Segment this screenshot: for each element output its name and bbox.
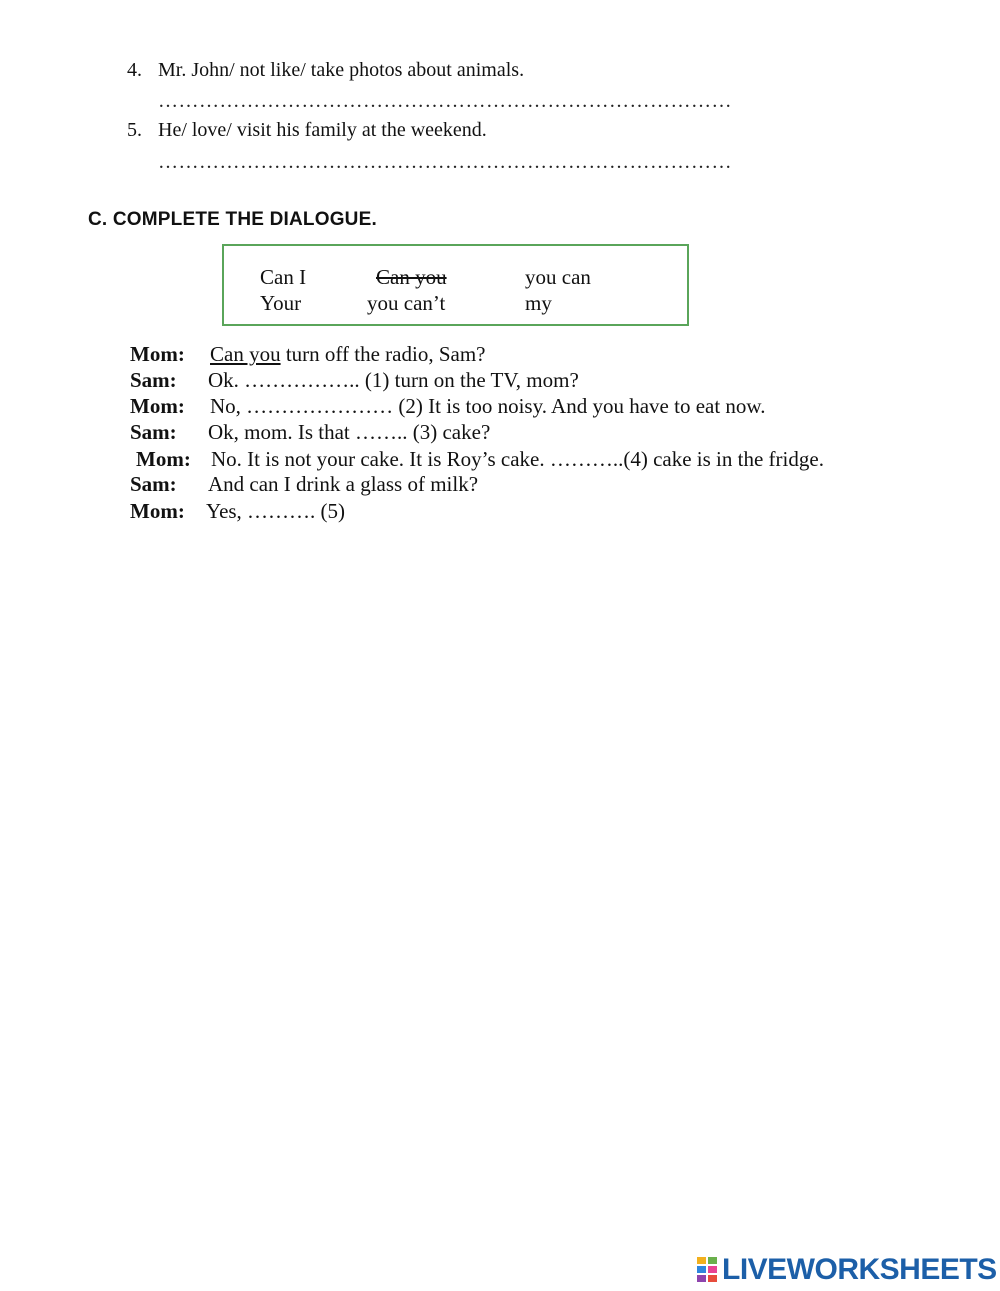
- dialogue-line-5-text[interactable]: No. It is not your cake. It is Roy’s cake. ………..(4) cake is in the fridge.: [211, 447, 824, 471]
- item-5-number: 5.: [127, 119, 142, 141]
- dialogue-line-2-text[interactable]: Ok. …………….. (1) turn on the TV, mom?: [208, 368, 579, 392]
- dialogue-line-3-text[interactable]: No, ………………… (2) It is too noisy. And you have to eat now.: [210, 394, 766, 418]
- section-c-title: C. COMPLETE THE DIALOGUE.: [88, 209, 377, 230]
- logo-text: LIVEWORKSHEETS: [722, 1253, 997, 1286]
- dialogue-line-7-text[interactable]: Yes, ………. (5): [206, 499, 346, 523]
- word-can-you-used: Can you: [376, 265, 447, 289]
- dialogue-line-4-text[interactable]: Ok, mom. Is that …….. (3) cake?: [208, 420, 491, 444]
- dialogue-line-3-speaker: Mom:: [130, 394, 185, 418]
- dialogue-line-6-text: And can I drink a glass of milk?: [208, 472, 479, 496]
- word-your: Your: [260, 291, 302, 315]
- dialogue-line-1: [210, 342, 485, 367]
- word-you-cant: you can’t: [367, 291, 446, 315]
- dialogue-line-2-speaker: Sam:: [130, 368, 177, 392]
- item-4-prompt: Mr. John/ not like/ take photos about animals.: [158, 59, 525, 81]
- item-5-answer-line[interactable]: …………………………………………………………………………: [158, 151, 732, 173]
- word-you-can: you can: [525, 265, 591, 289]
- dialogue-line-6-speaker: Sam:: [130, 472, 177, 496]
- item-5-prompt: He/ love/ visit his family at the weekend.: [158, 119, 487, 141]
- word-can-i: Can I: [260, 265, 307, 289]
- dialogue-line-1-speaker: Mom:: [130, 342, 185, 366]
- liveworksheets-logo: [697, 1252, 997, 1288]
- dialogue-line-4-speaker: Sam:: [130, 420, 177, 444]
- item-4-number: 4.: [127, 59, 142, 81]
- dialogue-line-7-speaker: Mom:: [130, 499, 185, 523]
- item-4-answer-line[interactable]: …………………………………………………………………………: [158, 90, 732, 112]
- example-answer: Can you: [210, 342, 281, 366]
- liveworksheets-logo-icon: [697, 1256, 719, 1284]
- word-my: my: [525, 291, 552, 315]
- logo-blocks-icon: [697, 1256, 719, 1284]
- dialogue-line-5-speaker: Mom:: [136, 447, 191, 471]
- dialogue-line-1-text: turn off the radio, Sam?: [280, 342, 486, 366]
